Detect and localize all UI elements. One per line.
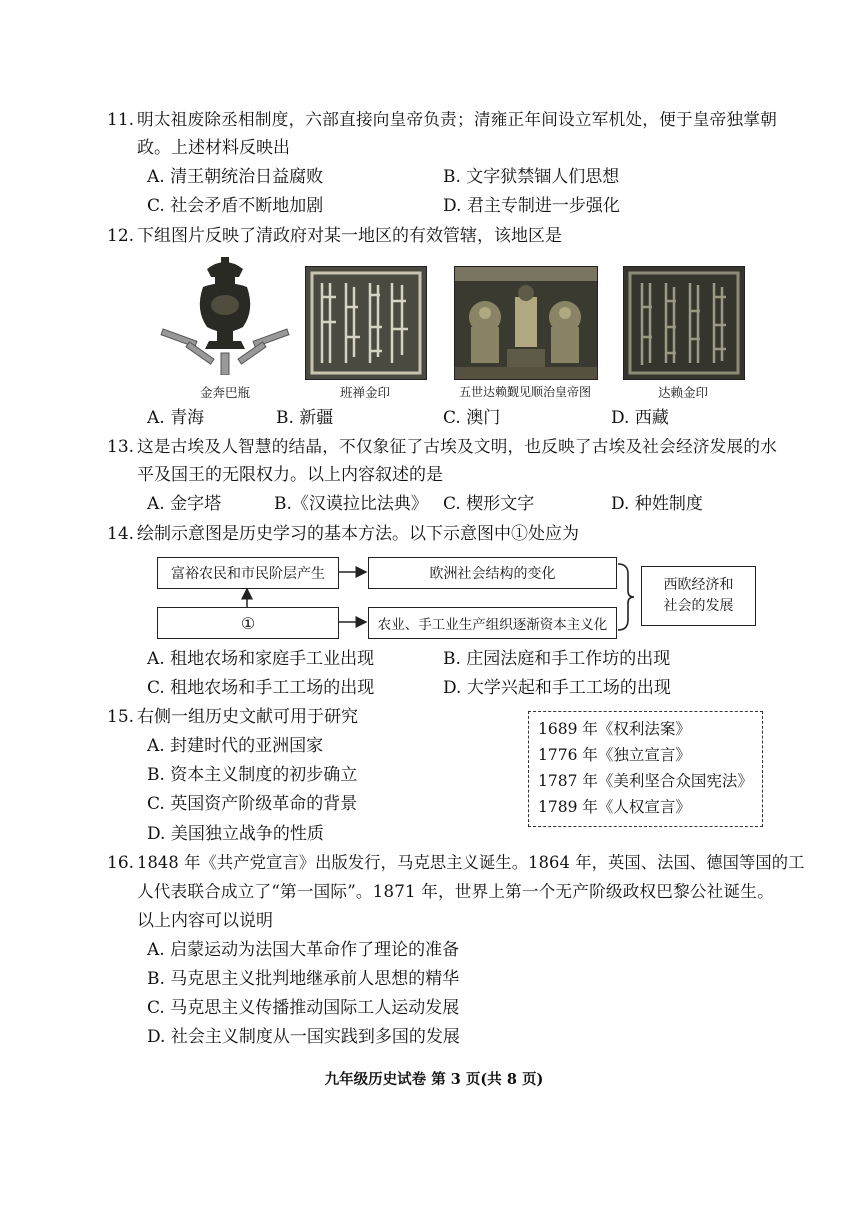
q13-option-b[interactable]: B.《汉谟拉比法典》 (274, 494, 428, 514)
q14-number: 14. (107, 524, 135, 544)
q16-stem-line1: 1848 年《共产党宣言》出版发行，马克思主义诞生。1864 年，英国、法国、德国等国的工 (137, 853, 805, 872)
q13-stem-line1: 这是古埃及人智慧的结晶，不仅象征了古埃及文明，也反映了古埃及社会经济发展的水 (137, 437, 778, 456)
q16-number: 16. (107, 853, 135, 873)
q14-option-b[interactable]: B. 庄园法庭和手工作坊的出现 (443, 649, 671, 669)
diagram-box5-line2: 社会的发展 (663, 598, 734, 614)
q15-number: 15. (107, 707, 135, 727)
document-bill-of-rights: 1689 年《权利法案》 (538, 720, 691, 738)
q16-option-d[interactable]: D. 社会主义制度从一国实践到多国的发展 (147, 1027, 460, 1047)
q12-option-b[interactable]: B. 新疆 (276, 408, 334, 428)
caption-dalai-seal: 达赖金印 (657, 385, 708, 400)
q16-option-a[interactable]: A. 启蒙运动为法国大革命作了理论的准备 (147, 940, 460, 960)
q14-option-a[interactable]: A. 租地农场和家庭手工业出现 (147, 649, 375, 669)
q12-number: 12. (107, 226, 135, 246)
q12-option-a[interactable]: A. 青海 (147, 408, 205, 428)
q13-number: 13. (107, 437, 135, 457)
diagram-box-peasants-citizens: 富裕农民和市民阶层产生 (157, 557, 339, 589)
q14-option-c[interactable]: C. 租地农场和手工工场的出现 (147, 678, 375, 698)
panchen-seal-image (305, 266, 427, 380)
q13-stem-line2: 平及国王的无限权力。以上内容叙述的是 (137, 465, 443, 485)
q16-stem-line2: 人代表联合成立了“第一国际”。1871 年，世界上第一个无产阶级政权巴黎公社诞生。 (137, 882, 774, 901)
diagram-box5-line1: 西欧经济和 (663, 577, 734, 593)
q11-option-c[interactable]: C. 社会矛盾不断地加剧 (147, 196, 324, 216)
q14-option-d[interactable]: D. 大学兴起和手工工场的出现 (443, 678, 671, 698)
q11-stem-line1: 明太祖废除丞相制度，六部直接向皇帝负责；清雍正年间设立军机处，便于皇帝独掌朝 (137, 110, 778, 129)
q11-option-b[interactable]: B. 文字狱禁锢人们思想 (443, 167, 620, 187)
caption-panchen-seal: 班禅金印 (339, 385, 390, 400)
diagram-arrows (150, 550, 770, 645)
q15-option-a[interactable]: A. 封建时代的亚洲国家 (147, 736, 324, 756)
diagram-box-capitalist-production: 农业、手工业生产组织逐渐资本主义化 (368, 607, 617, 639)
document-declaration-of-rights-of-man: 1789 年《人权宣言》 (538, 798, 691, 816)
q15-documents-box (528, 711, 763, 827)
q12-option-d[interactable]: D. 西藏 (611, 408, 669, 428)
golden-urn-image (155, 255, 295, 375)
q16-stem-line3: 以上内容可以说明 (137, 911, 273, 931)
document-declaration-of-independence: 1776 年《独立宣言》 (538, 746, 691, 764)
q15-option-d[interactable]: D. 美国独立战争的性质 (147, 824, 324, 844)
dalai-seal-image (623, 266, 745, 380)
q13-option-c[interactable]: C. 楔形文字 (443, 494, 535, 514)
q11-option-a[interactable]: A. 清王朝统治日益腐败 (147, 167, 324, 187)
document-us-constitution: 1787 年《美利坚合众国宪法》 (538, 772, 753, 790)
diagram-box-blank-1: ① (157, 607, 339, 639)
q12-stem-line1: 下组图片反映了清政府对某一地区的有效管辖，该地区是 (137, 226, 562, 246)
q13-option-d[interactable]: D. 种姓制度 (611, 494, 703, 514)
q16-option-b[interactable]: B. 马克思主义批判地继承前人思想的精华 (147, 969, 460, 989)
dalai-painting-image (454, 266, 598, 380)
q13-option-a[interactable]: A. 金字塔 (147, 494, 222, 514)
q11-stem-line2: 政。上述材料反映出 (137, 138, 290, 158)
q14-stem-line1: 绘制示意图是历史学习的基本方法。以下示意图中①处应为 (137, 524, 579, 544)
q11-option-d[interactable]: D. 君主专制进一步强化 (443, 196, 620, 216)
diagram-box-social-structure: 欧洲社会结构的变化 (368, 557, 617, 589)
q12-option-c[interactable]: C. 澳门 (443, 408, 501, 428)
caption-dalai-painting: 五世达赖觐见顺治皇帝图 (458, 385, 591, 399)
q15-stem-line1: 右侧一组历史文献可用于研究 (137, 707, 358, 727)
caption-golden-urn: 金奔巴瓶 (199, 385, 250, 400)
q16-option-c[interactable]: C. 马克思主义传播推动国际工人运动发展 (147, 998, 460, 1018)
q15-option-b[interactable]: B. 资本主义制度的初步确立 (147, 765, 358, 785)
q15-option-c[interactable]: C. 英国资产阶级革命的背景 (147, 794, 358, 814)
q11-number: 11. (107, 110, 135, 130)
page-footer: 九年级历史试卷 第 3 页(共 8 页) (324, 1071, 544, 1088)
